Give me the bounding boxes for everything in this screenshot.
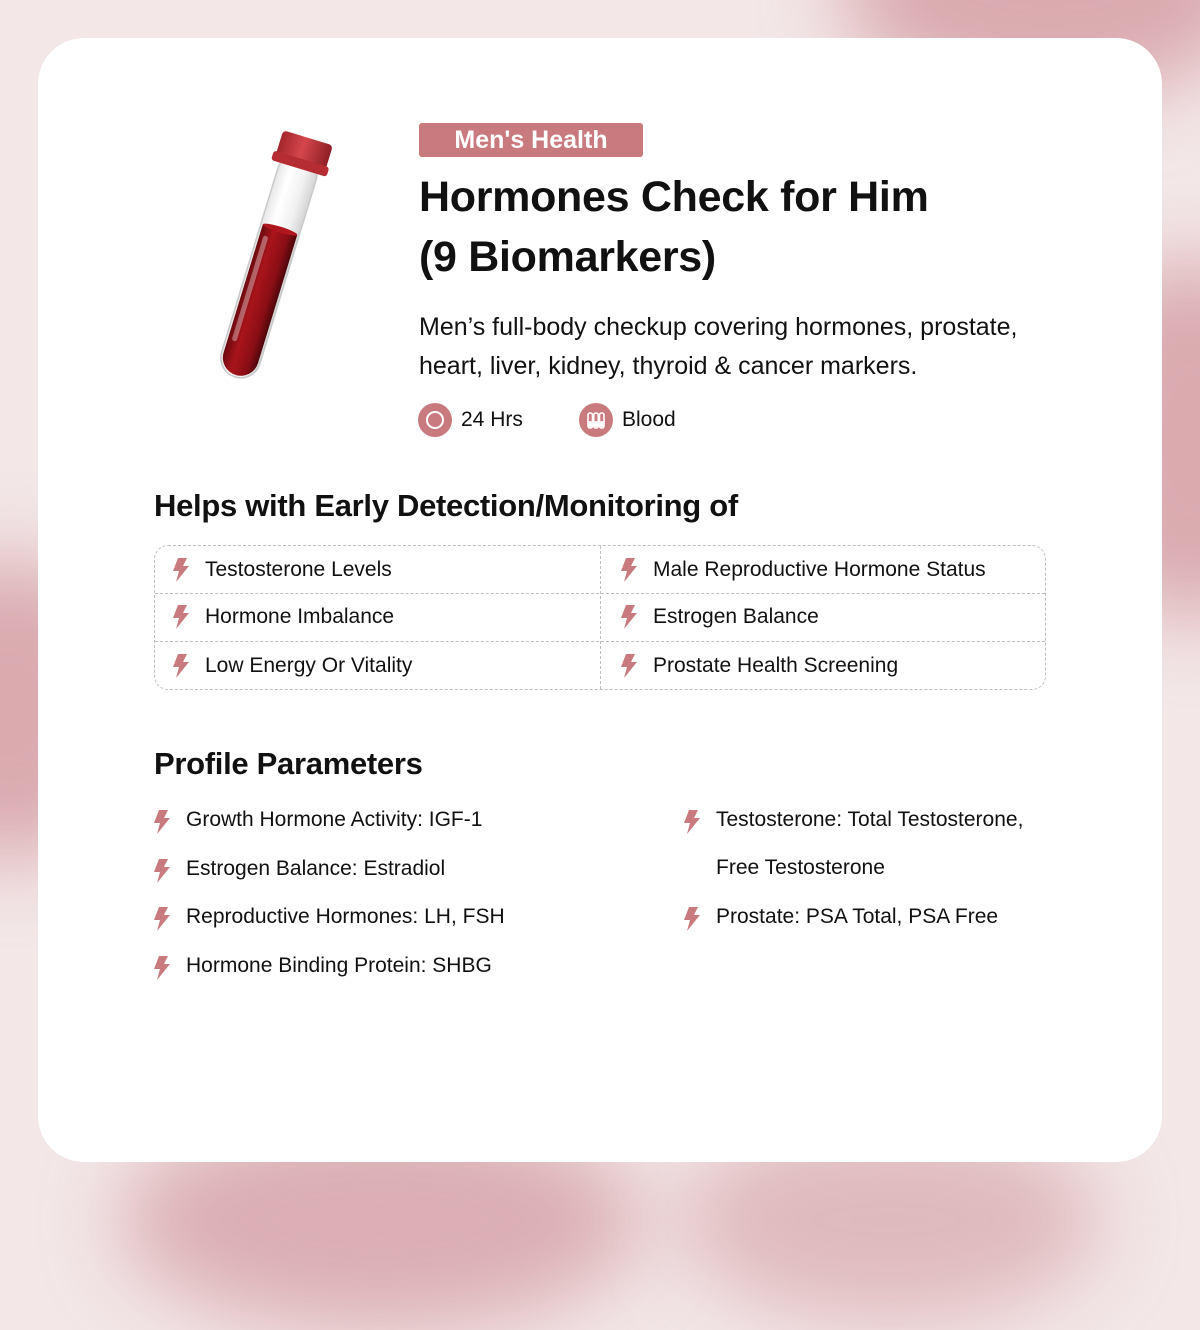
title-line: (9 Biomarkers) [419,233,716,281]
parameter-item [684,893,998,941]
parameter-item [154,893,505,941]
lightning-bolt-icon [684,907,700,931]
parameter-label: Testosterone: Total Testosterone, [716,808,1024,831]
parameter-label: Growth Hormone Activity: IGF-1 [186,808,483,831]
lightning-bolt-icon [621,558,637,582]
lightning-bolt-icon [154,907,170,931]
title-line: Hormones Check for Him [419,173,929,221]
detection-item-label: Prostate Health Screening [653,653,899,677]
category-badge: Men's Health [419,123,643,157]
detection-heading: Helps with Early Detection/Monitoring of [154,488,738,523]
lightning-bolt-icon [684,810,700,834]
sample-label: Blood [622,408,676,431]
parameter-item [154,796,482,844]
sample-type [579,402,676,438]
parameter-label: Hormone Binding Protein: SHBG [186,954,492,977]
blood-test-tube-icon [195,128,345,390]
detection-item [173,642,412,689]
detection-item [173,593,394,640]
description-line: heart, liver, kidney, thyroid & cancer markers. [419,352,918,380]
detection-item-label: Hormone Imbalance [205,604,395,628]
description-line: Men’s full-body checkup covering hormones, prostate, [419,313,1018,341]
parameter-item [154,845,445,893]
detection-item [621,546,986,593]
page-title [419,167,1119,287]
turnaround-label: 24 Hrs [461,408,523,431]
lightning-bolt-icon [621,654,637,678]
detection-item [173,546,392,593]
detection-item [621,642,898,689]
lightning-bolt-icon [621,605,637,629]
detection-grid [154,545,1046,690]
parameter-label: Estrogen Balance: Estradiol [186,857,446,880]
detection-item-label: Estrogen Balance [653,604,819,628]
lightning-bolt-icon [154,810,170,834]
description [419,308,1159,386]
test-tubes-icon [579,403,613,437]
detection-item-label: Male Reproductive Hormone Status [653,557,986,581]
parameter-item [684,796,1023,892]
lightning-bolt-icon [173,605,189,629]
lightning-bolt-icon [173,558,189,582]
detection-item-label: Testosterone Levels [205,557,392,581]
clock-icon [418,403,452,437]
lightning-bolt-icon [154,956,170,980]
parameter-label: Prostate: PSA Total, PSA Free [716,905,999,928]
lightning-bolt-icon [173,654,189,678]
parameters-heading: Profile Parameters [154,746,423,781]
detection-item [621,593,819,640]
parameter-label: Free Testosterone [716,856,885,879]
lightning-bolt-icon [154,859,170,883]
detection-item-label: Low Energy Or Vitality [205,653,413,677]
turnaround-time [418,402,523,438]
parameter-label: Reproductive Hormones: LH, FSH [186,905,505,928]
parameter-item [154,942,492,990]
